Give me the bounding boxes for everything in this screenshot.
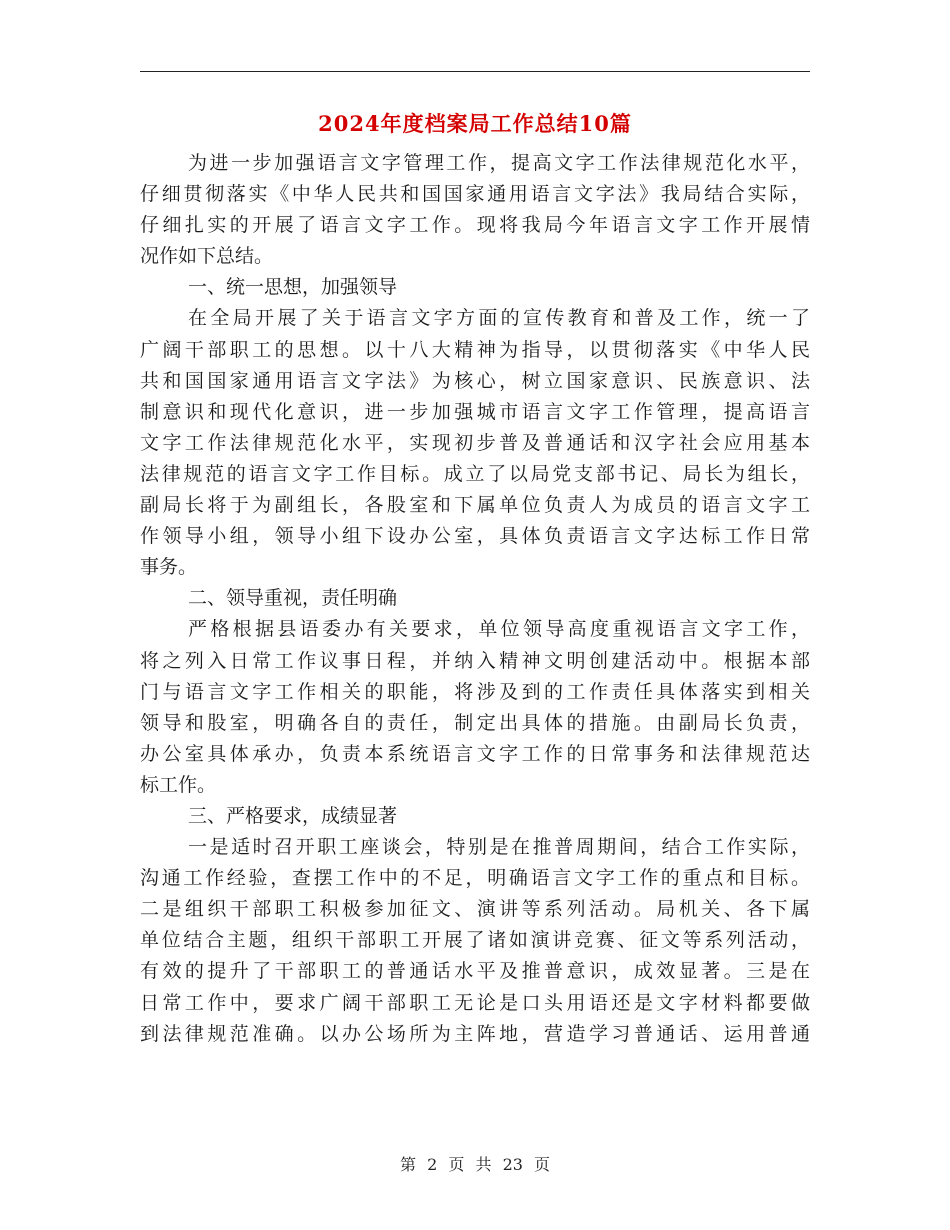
document-body	[140, 148, 810, 1050]
text-line: 到法律规范准确。以办公场所为主阵地，营造学习普通话、运用普通	[140, 1022, 810, 1045]
text-line: 沟通工作经验，查摆工作中的不足，明确语言文字工作的重点和目标。	[140, 867, 810, 890]
text-line: 仔细贯彻落实《中华人民共和国国家通用语言文字法》我局结合实际，	[140, 183, 810, 206]
text-line: 广阔干部职工的思想。以十八大精神为指导，以贯彻落实《中华人民	[140, 338, 810, 361]
text-line: 单位结合主题，组织干部职工开展了诸如演讲竞赛、征文等系列活动，	[140, 929, 810, 952]
text-line: 有效的提升了干部职工的普通话水平及推普意识，成效显著。三是在	[140, 960, 810, 983]
footer-label-unit-end: 页	[534, 1155, 551, 1174]
text-line: 二、领导重视，责任明确	[188, 587, 398, 610]
document-title: 2024年度档案局工作总结10篇	[318, 111, 632, 136]
text-line: 门与语言文字工作相关的职能，将涉及到的工作责任具体落实到相关	[140, 680, 810, 703]
header-rule	[140, 71, 810, 72]
footer-label-total: 共	[475, 1155, 492, 1174]
text-line: 为进一步加强语言文字管理工作，提高文字工作法律规范化水平，	[188, 152, 810, 174]
text-line: 二是组织干部职工积极参加征文、演讲等系列活动。局机关、各下属	[140, 898, 810, 921]
text-line: 共和国国家通用语言文字法》为核心，树立国家意识、民族意识、法	[140, 369, 810, 392]
text-line: 法律规范的语言文字工作目标。成立了以局党支部书记、局长为组长，	[140, 462, 810, 485]
text-line: 副局长将于为副组长，各股室和下属单位负责人为成员的语言文字工	[140, 494, 810, 517]
footer-label-unit: 页	[448, 1155, 465, 1174]
text-line: 一是适时召开职工座谈会，特别是在推普周期间，结合工作实际，	[188, 836, 810, 859]
text-line: 一、统一思想，加强领导	[188, 276, 398, 299]
text-line: 将之列入日常工作议事日程，并纳入精神文明创建活动中。根据本部	[140, 649, 810, 672]
page-footer	[0, 1152, 950, 1175]
text-line: 严格根据县语委办有关要求，单位领导高度重视语言文字工作，	[188, 618, 810, 641]
footer-current-page: 2	[427, 1155, 438, 1174]
text-line: 作领导小组，领导小组下设办公室，具体负责语言文字达标工作日常	[140, 525, 810, 548]
text-line: 况作如下总结。	[140, 245, 274, 268]
footer-label-page: 第	[399, 1155, 416, 1174]
text-line: 办公室具体承办，负责本系统语言文字工作的日常事务和法律规范达	[140, 742, 810, 765]
text-line: 在全局开展了关于语言文字方面的宣传教育和普及工作，统一了	[188, 307, 810, 330]
text-line: 领导和股室，明确各自的责任，制定出具体的措施。由副局长负责，	[140, 711, 810, 734]
text-line: 三、严格要求，成绩显著	[188, 804, 398, 827]
footer-total-pages: 23	[502, 1155, 523, 1174]
text-line: 制意识和现代化意识，进一步加强城市语言文字工作管理，提高语言	[140, 400, 810, 423]
text-line: 事务。	[140, 556, 198, 579]
text-line: 标工作。	[140, 773, 217, 796]
text-line: 日常工作中，要求广阔干部职工无论是口头用语还是文字材料都要做	[140, 991, 810, 1014]
text-line: 文字工作法律规范化水平，实现初步普及普通话和汉字社会应用基本	[140, 431, 810, 454]
text-line: 仔细扎实的开展了语言文字工作。现将我局今年语言文字工作开展情	[140, 214, 810, 237]
